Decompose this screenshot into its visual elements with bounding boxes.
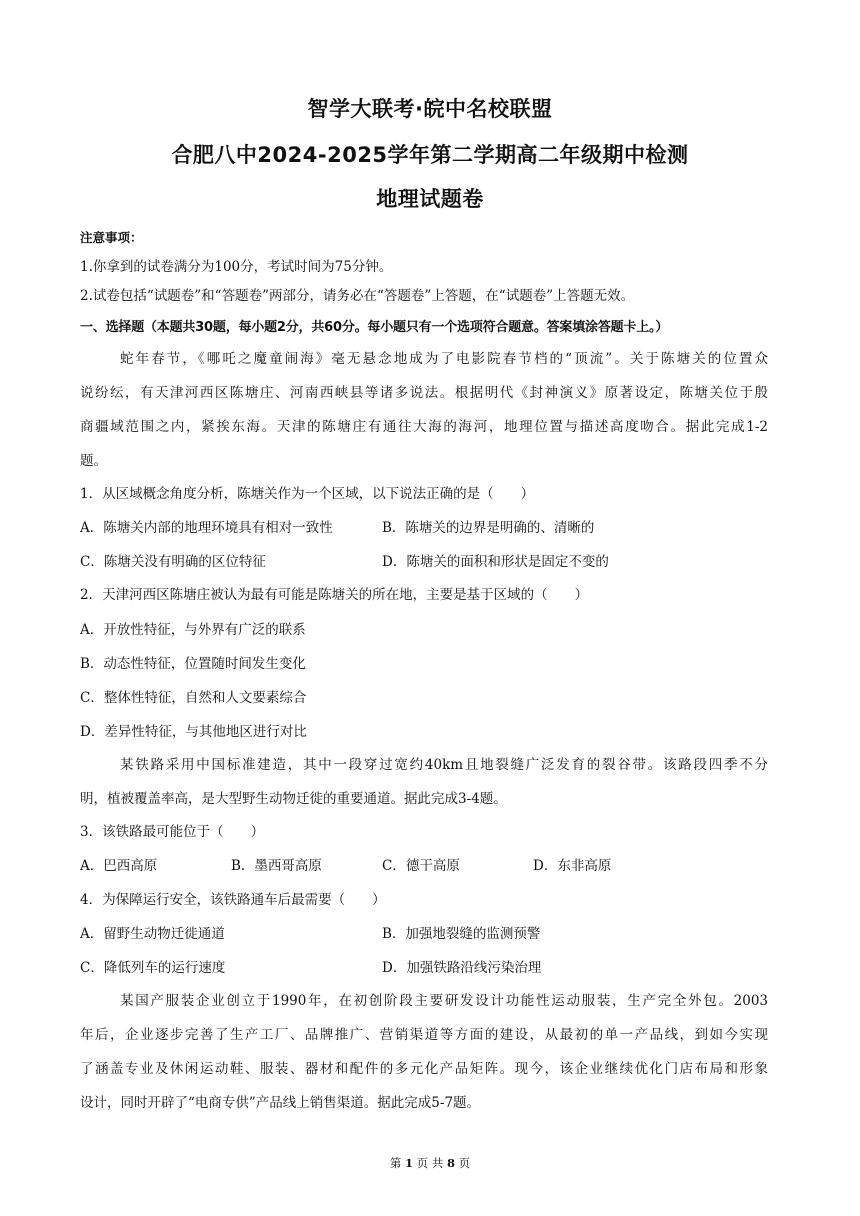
- question-4-stem: 4．为保障运行安全，该铁路通车后最需要（ ）: [80, 892, 386, 908]
- question-1-stem: 1．从区域概念角度分析，陈塘关作为一个区域，以下说法正确的是（ ）: [80, 486, 535, 502]
- question-1-option-a: A．陈塘关内部的地理环境具有相对一致性: [80, 520, 333, 536]
- passage-3-line-3: 了涵盖专业及休闲运动鞋、服装、器材和配件的多元化产品矩阵。现今，该企业继续优化门店布局和形象: [80, 1061, 768, 1077]
- passage-3-line-4: 设计，同时开辟了“电商专供”产品线上销售渠道。据此完成5-7题。: [80, 1095, 481, 1111]
- question-3-stem: 3．该铁路最可能位于（ ）: [80, 824, 265, 840]
- question-2-option-a: A．开放性特征，与外界有广泛的联系: [80, 622, 306, 638]
- passage-1-line-3: 商疆域范围之内，紧挨东海。天津的陈塘庄有通往大海的海河，地理位置与描述高度吻合。据此完成1-2: [80, 419, 768, 435]
- passage-3-line-1: 某国产服装企业创立于1990年，在初创阶段主要研发设计功能性运动服装，生产完全外包。2003: [120, 993, 768, 1009]
- notice-heading: 注意事项：: [80, 230, 143, 245]
- question-3-option-b: B．墨西哥高原: [231, 858, 322, 874]
- question-1-option-b: B．陈塘关的边界是明确的、清晰的: [382, 520, 595, 536]
- exam-school-title: 合肥八中2024-2025学年第二学期高二年级期中检测: [171, 143, 689, 167]
- footer-middle: 页 共: [416, 1156, 444, 1170]
- passage-3-line-2: 年后，企业逐步完善了生产工厂、品牌推广、营销渠道等方面的建设，从最初的单一产品线，到如今实现: [80, 1027, 768, 1043]
- page-footer: [0, 1155, 860, 1171]
- section-heading: 一、选择题（本题共30题，每小题2分，共60分。每小题只有一个选项符合题意。答案填涂答题卡上。）: [80, 320, 669, 335]
- passage-2-line-2: 明，植被覆盖率高，是大型野生动物迁徙的重要通道。据此完成3-4题。: [80, 791, 507, 807]
- question-2-option-c: C．整体性特征，自然和人文要素综合: [80, 690, 307, 706]
- passage-2-line-1: 某铁路采用中国标准建造，其中一段穿过宽约40km且地裂缝广泛发育的裂谷带。该路段四季不分: [120, 757, 768, 773]
- question-4-option-c: C．降低列车的运行速度: [80, 960, 226, 976]
- exam-subject-title: 地理试题卷: [376, 187, 484, 211]
- exam-series-title: 智学大联考·皖中名校联盟: [307, 97, 553, 121]
- passage-1-line-4: 题。: [80, 453, 107, 469]
- page-total: 8: [446, 1156, 455, 1170]
- passage-1-line-2: 说纷纭，有天津河西区陈塘庄、河南西峡县等诸多说法。根据明代《封神演义》原著设定，陈塘关位于殷: [80, 385, 768, 401]
- question-4-option-b: B．加强地裂缝的监测预警: [382, 926, 541, 942]
- notice-item-2: 2.试卷包括“试题卷”和“答题卷”两部分，请务必在“答题卷”上答题，在“试题卷”上答题无效。: [80, 288, 635, 304]
- notice-item-1: 1.你拿到的试卷满分为100分，考试时间为75分钟。: [80, 259, 393, 275]
- question-3-option-d: D．东非高原: [533, 858, 612, 874]
- question-4-option-d: D．加强铁路沿线污染治理: [382, 960, 542, 976]
- footer-prefix: 第: [389, 1156, 402, 1170]
- question-2-stem: 2．天津河西区陈塘庄被认为最有可能是陈塘关的所在地，主要是基于区域的（ ）: [80, 587, 589, 603]
- passage-1-line-1: 蛇年春节，《哪吒之魔童闹海》毫无悬念地成为了电影院春节档的“顶流”。关于陈塘关的位置众: [120, 351, 768, 367]
- question-2-option-b: B．动态性特征，位置随时间发生变化: [80, 656, 306, 672]
- page-number: 1: [405, 1156, 414, 1170]
- question-3-option-a: A．巴西高原: [80, 858, 158, 874]
- question-1-option-d: D．陈塘关的面积和形状是固定不变的: [382, 554, 609, 570]
- footer-suffix: 页: [458, 1156, 471, 1170]
- question-4-option-a: A．留野生动物迁徙通道: [80, 926, 225, 942]
- question-3-option-c: C．德干高原: [382, 858, 460, 874]
- question-1-option-c: C．陈塘关没有明确的区位特征: [80, 554, 266, 570]
- question-2-option-d: D．差异性特征，与其他地区进行对比: [80, 724, 307, 740]
